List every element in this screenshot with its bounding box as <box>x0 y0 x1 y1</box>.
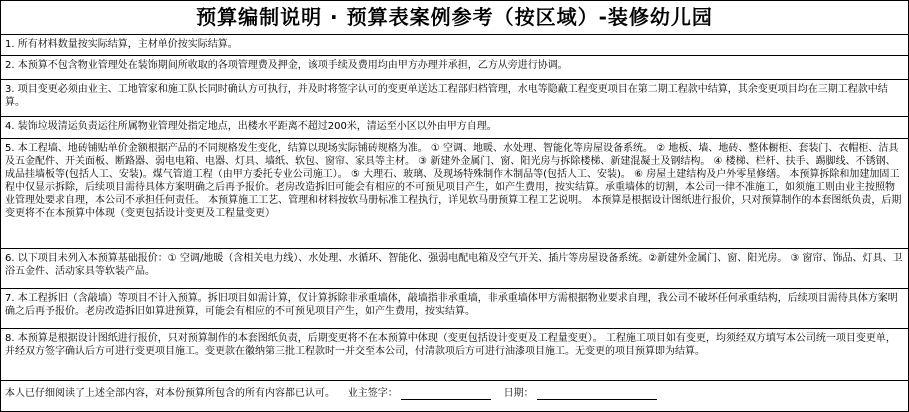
date-field[interactable] <box>537 388 657 400</box>
note-item-7: 7. 本工程拆旧（含敲墙）等项目不计入预算。拆旧项目如需计算，仅计算拆除非承重墙体，敲墙指非承重墙，非承重墙体甲方需根据物业要求自理，我公司不破坏任何承重结构，后续项目需待具体方案明确之后再予报价。老房改造拆旧如算进预算，可能会有相应的不可预见项目产生，如产生费用，按实结算。 <box>1 289 908 329</box>
owner-signature-field[interactable] <box>401 388 491 400</box>
note-item-6: 6. 以下项目未列入本预算基础报价：① 空调/地暖（含相关电力线）、水处理、水循环、智能化、强弱电配电箱及空气开关、插片等房屋设备系统。②新建外金属门、窗、阳光房。 ③ 窗帘、饰品、灯具、卫浴五金件、活动家具等软装产品。 <box>1 249 908 289</box>
page-title: 预算编制说明 · 预算表案例参考（按区域）-装修幼儿园 <box>1 1 908 35</box>
signature-row <box>1 381 908 411</box>
signature-statement: 本人已仔细阅读了上述全部内容，对本份预算所包含的所有内容都已认可。 <box>5 388 335 399</box>
date-label: 日期： <box>503 388 534 399</box>
owner-signature-label: 业主签字： <box>347 388 398 399</box>
note-item-1: 1. 所有材料数量按实际结算，主材单价按实际结算。 <box>1 35 908 56</box>
note-item-5: 5. 本工程墙、地砖铺贴单价金额根据产品的不同规格发生变化，结算以现场实际铺砖规格为准。 ① 空调、地暖、水处理、智能化等房屋设备系统。 ② 地板、墙、地砖、整体橱柜、套装门、衣帽柜、洁具及五金配件、开关面板、断路器、弱电电箱、电器、灯具、墙纸、软包、窗帘、家具等主材。 ③ 新建外金属门、窗、阳光房与拆除楼梯、新建混凝土及钢结构。 ④ 楼梯、栏杆、扶手、踢脚线、不锈钢、成品挂墙板等(包括人工、安装)。煤气管道工程（由甲方委托专业公司施工）。 ⑤ 大理石、玻璃、及现场特殊制作木制品等(包括人工、安装)。 ⑥ 房屋土建结构及户外零星修缮。 本预算拆除和加建加固工程中仅显示拆除，后续项目需待具体方案明确之后再予报价。老房改造拆旧可能会有相应的不可预见项目产生，如产生费用，按实结算。承重墙体的切割，本公司一律不准施工，如须施工则由业主按照物业管理处要求自理，本公司不承担任何责任。 本预算施工工艺、管理和材料按软马册标准工程执行，详见软马册预算工程工艺说明。 本预算是根据设计图纸进行报价，只对预算制作的本套图纸负责，后期变更将不在本预算中体现（变更包括设计变更及工程量变更） <box>1 139 908 249</box>
note-item-8: 8. 本预算是根据设计图纸进行报价，只对预算制作的本套图纸负责，后期变更将不在本预算中体现（变更包括设计变更及工程量变更）。 工程施工项目如有变更，均须经双方填写本公司统一项目变更单，并经双方签字确认后方可进行变更项目施工。变更款在徽纳第三批工程款时一并交至本公司，付清款项后方可进行油漆项目施工。无变更的项目预算即为结算。 <box>1 329 908 381</box>
note-item-3: 3. 项目变更必须由业主、工地管家和施工队长同时确认方可执行，并及时将签字认可的变更单送达工程部归档管理，水电等隐蔽工程变更项目在第二期工程款中结算，其余变更项目均在三期工程款中结算。 <box>1 80 908 117</box>
note-item-2: 2. 本预算不包含物业管理处在装饰期间所收取的各项管理费及押金，该项手续及费用均由甲方办理并承担，乙方从旁进行协调。 <box>1 56 908 80</box>
note-item-4: 4. 装饰垃圾清运负责运往所属物业管理处指定地点，出楼水平距离不超过200米，清运至小区以外由甲方自理。 <box>1 117 908 139</box>
